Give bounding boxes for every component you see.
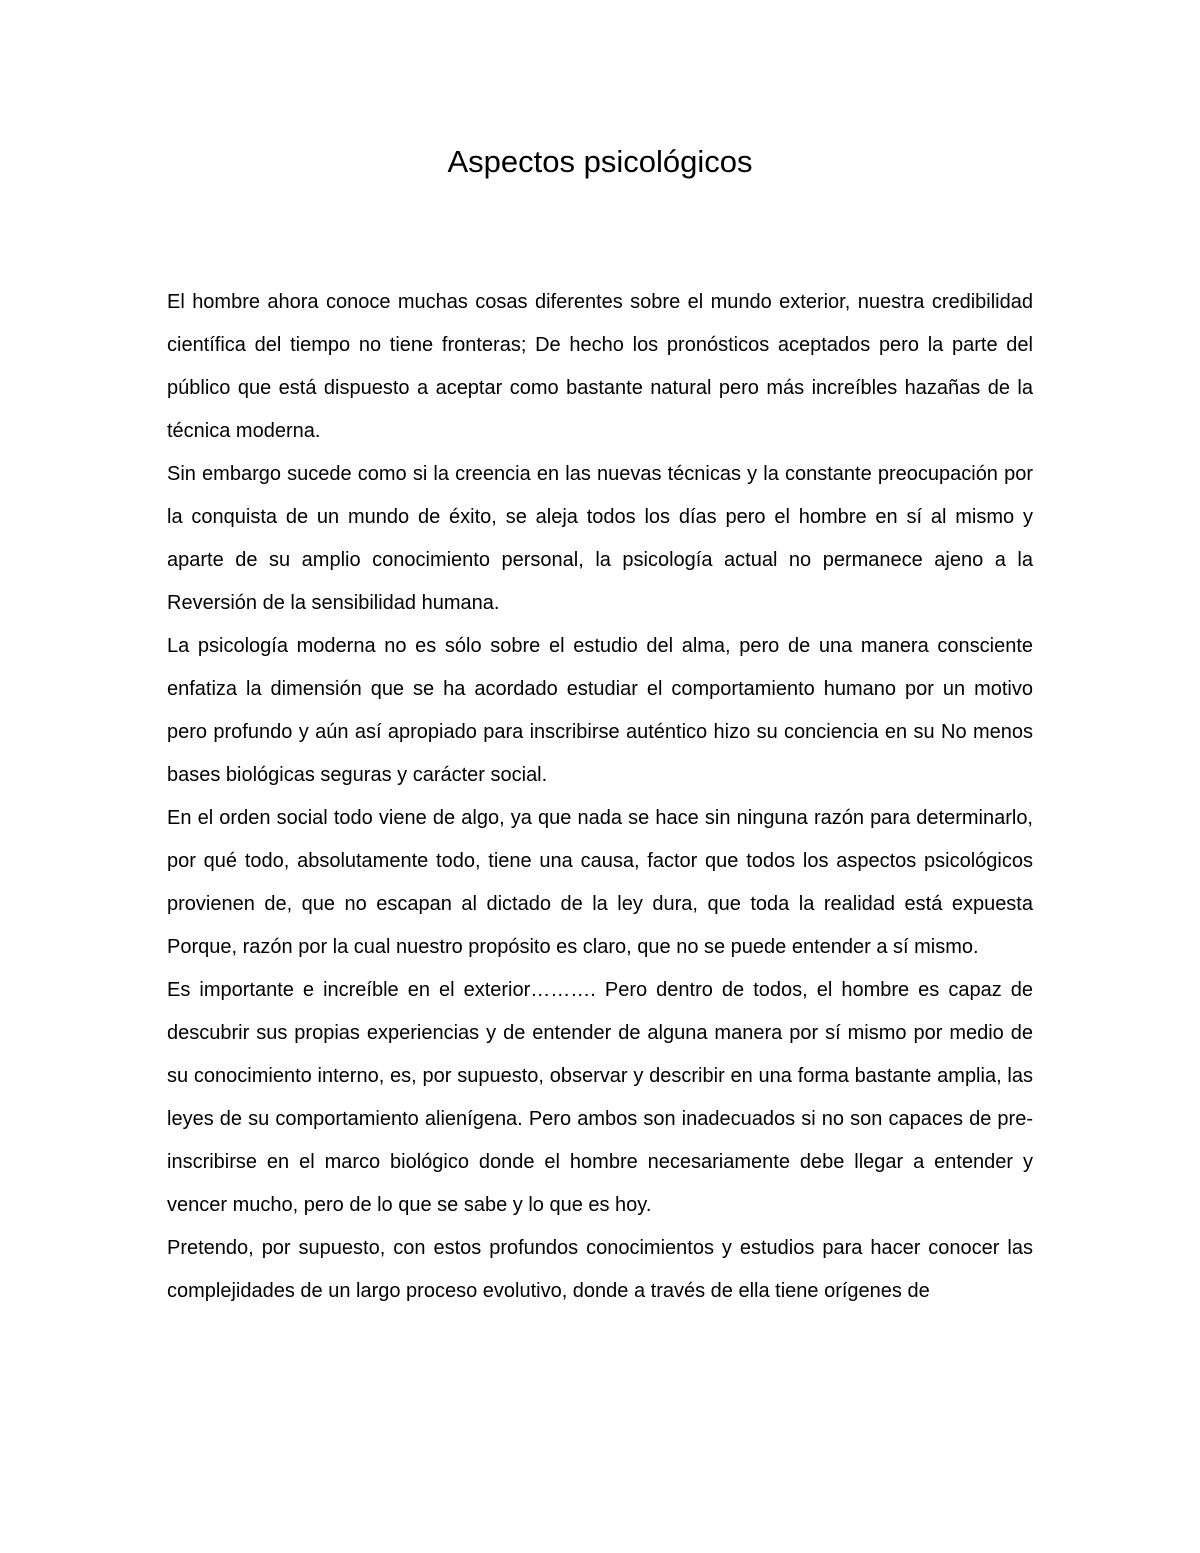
paragraph: Pretendo, por supuesto, con estos profundos conocimientos y estudios para hacer conocer las complejidades de un largo proceso evolutivo, donde a través de ella tiene orígenes de	[167, 1237, 1033, 1302]
paragraph: La psicología moderna no es sólo sobre el estudio del alma, pero de una manera consciente enfatiza la dimensión que se ha acordado estudiar el comportamiento humano por un motivo pero profundo y aún así apropiado para inscribirse auténtico hizo su conciencia en su No menos bases biológicas seguras y carácter social.	[167, 635, 1033, 786]
document-title: Aspectos psicológicos	[447, 144, 753, 179]
document-body	[167, 281, 1033, 1313]
paragraph: En el orden social todo viene de algo, ya que nada se hace sin ninguna razón para determinarlo, por qué todo, absolutamente todo, tiene una causa, factor que todos los aspectos psicológicos provienen de, que no escapan al dictado de la ley dura, que toda la realidad está expuesta Porque, razón por la cual nuestro propósito es claro, que no se puede entender a sí mismo.	[167, 807, 1033, 958]
paragraph: Sin embargo sucede como si la creencia en las nuevas técnicas y la constante preocupación por la conquista de un mundo de éxito, se aleja todos los días pero el hombre en sí al mismo y aparte de su amplio conocimiento personal, la psicología actual no permanece ajeno a la Reversión de la sensibilidad humana.	[167, 463, 1033, 614]
paragraph: Es importante e increíble en el exterior………. Pero dentro de todos, el hombre es capaz de descubrir sus propias experiencias y de entender de alguna manera por sí mismo por medio de su conocimiento interno, es, por supuesto, observar y describir en una forma bastante amplia, las leyes de su comportamiento alienígena. Pero ambos son inadecuados si no son capaces de pre-inscribirse en el marco biológico donde el hombre necesariamente debe llegar a entender y vencer mucho, pero de lo que se sabe y lo que es hoy.	[167, 979, 1033, 1216]
paragraph: El hombre ahora conoce muchas cosas diferentes sobre el mundo exterior, nuestra credibilidad científica del tiempo no tiene fronteras; De hecho los pronósticos aceptados pero la parte del público que está dispuesto a aceptar como bastante natural pero más increíbles hazañas de la técnica moderna.	[167, 291, 1033, 442]
